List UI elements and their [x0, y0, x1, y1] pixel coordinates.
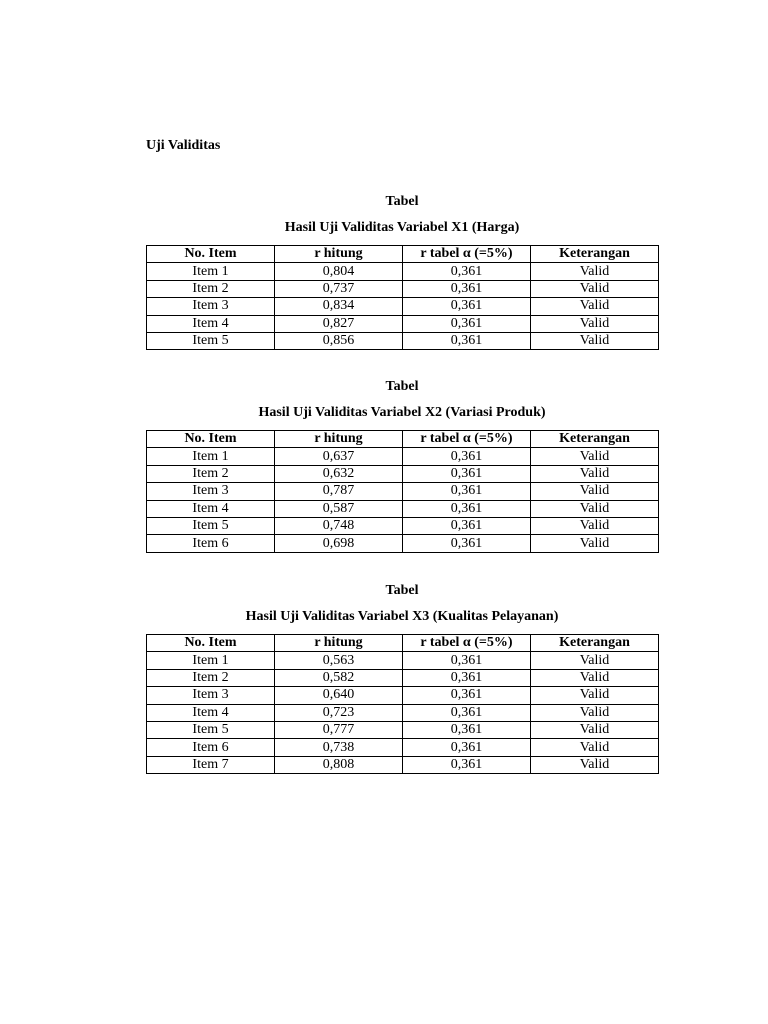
cell-item: Item 4: [147, 315, 275, 332]
cell-item: Item 4: [147, 500, 275, 517]
cell-keterangan: Valid: [531, 500, 659, 517]
cell-r-tabel: 0,361: [403, 298, 531, 315]
cell-keterangan: Valid: [531, 483, 659, 500]
cell-item: Item 1: [147, 263, 275, 280]
header-r-hitung: r hitung: [275, 246, 403, 263]
cell-keterangan: Valid: [531, 315, 659, 332]
table-header-row: [147, 246, 659, 263]
header-keterangan: Keterangan: [531, 246, 659, 263]
cell-item: Item 3: [147, 483, 275, 500]
cell-r-tabel: 0,361: [403, 315, 531, 332]
table-row: [147, 704, 659, 721]
table-block-x1: [146, 193, 658, 350]
cell-keterangan: Valid: [531, 669, 659, 686]
cell-item: Item 6: [147, 535, 275, 552]
table-label: Tabel: [385, 194, 419, 209]
table-row: [147, 721, 659, 738]
cell-r-hitung: 0,587: [275, 500, 403, 517]
table-label: Tabel: [385, 583, 419, 598]
cell-r-hitung: 0,748: [275, 517, 403, 534]
cell-r-tabel: 0,361: [403, 756, 531, 773]
cell-keterangan: Valid: [531, 704, 659, 721]
validity-table-x1: [146, 245, 659, 350]
table-row: [147, 500, 659, 517]
cell-keterangan: Valid: [531, 263, 659, 280]
cell-r-hitung: 0,698: [275, 535, 403, 552]
cell-keterangan: Valid: [531, 280, 659, 297]
table-row: [147, 669, 659, 686]
table-title: Hasil Uji Validitas Variabel X3 (Kualitas Pelayanan): [245, 609, 559, 624]
cell-item: Item 5: [147, 332, 275, 349]
cell-item: Item 2: [147, 465, 275, 482]
cell-keterangan: Valid: [531, 687, 659, 704]
cell-r-hitung: 0,582: [275, 669, 403, 686]
cell-keterangan: Valid: [531, 448, 659, 465]
cell-r-tabel: 0,361: [403, 687, 531, 704]
cell-r-tabel: 0,361: [403, 263, 531, 280]
table-block-x3: [146, 582, 658, 774]
cell-r-tabel: 0,361: [403, 500, 531, 517]
header-r-tabel: r tabel α (=5%): [403, 246, 531, 263]
cell-r-hitung: 0,640: [275, 687, 403, 704]
cell-r-hitung: 0,787: [275, 483, 403, 500]
cell-item: Item 2: [147, 280, 275, 297]
cell-r-hitung: 0,632: [275, 465, 403, 482]
cell-keterangan: Valid: [531, 332, 659, 349]
cell-item: Item 3: [147, 687, 275, 704]
table-row: [147, 517, 659, 534]
header-r-tabel: r tabel α (=5%): [403, 635, 531, 652]
cell-r-hitung: 0,808: [275, 756, 403, 773]
table-row: [147, 739, 659, 756]
cell-item: Item 2: [147, 669, 275, 686]
table-header-row: [147, 635, 659, 652]
cell-r-tabel: 0,361: [403, 535, 531, 552]
cell-r-hitung: 0,777: [275, 721, 403, 738]
cell-r-tabel: 0,361: [403, 704, 531, 721]
header-no-item: No. Item: [147, 246, 275, 263]
cell-item: Item 6: [147, 739, 275, 756]
header-no-item: No. Item: [147, 635, 275, 652]
table-label: Tabel: [385, 379, 419, 394]
cell-keterangan: Valid: [531, 652, 659, 669]
header-r-tabel: r tabel α (=5%): [403, 431, 531, 448]
table-title: Hasil Uji Validitas Variabel X2 (Variasi Produk): [258, 405, 546, 420]
cell-r-tabel: 0,361: [403, 517, 531, 534]
table-row: [147, 687, 659, 704]
cell-r-hitung: 0,804: [275, 263, 403, 280]
table-row: [147, 483, 659, 500]
cell-r-hitung: 0,834: [275, 298, 403, 315]
cell-r-tabel: 0,361: [403, 652, 531, 669]
cell-r-hitung: 0,737: [275, 280, 403, 297]
header-keterangan: Keterangan: [531, 431, 659, 448]
cell-keterangan: Valid: [531, 465, 659, 482]
cell-keterangan: Valid: [531, 721, 659, 738]
table-row: [147, 298, 659, 315]
cell-r-hitung: 0,563: [275, 652, 403, 669]
table-row: [147, 465, 659, 482]
cell-r-hitung: 0,856: [275, 332, 403, 349]
cell-r-hitung: 0,637: [275, 448, 403, 465]
cell-r-tabel: 0,361: [403, 332, 531, 349]
cell-keterangan: Valid: [531, 739, 659, 756]
cell-r-tabel: 0,361: [403, 465, 531, 482]
table-row: [147, 756, 659, 773]
cell-item: Item 7: [147, 756, 275, 773]
table-row: [147, 535, 659, 552]
table-row: [147, 448, 659, 465]
table-row: [147, 280, 659, 297]
cell-item: Item 5: [147, 721, 275, 738]
cell-keterangan: Valid: [531, 535, 659, 552]
cell-item: Item 5: [147, 517, 275, 534]
table-title: Hasil Uji Validitas Variabel X1 (Harga): [284, 220, 520, 235]
header-r-hitung: r hitung: [275, 431, 403, 448]
table-header-row: [147, 431, 659, 448]
cell-item: Item 3: [147, 298, 275, 315]
cell-item: Item 4: [147, 704, 275, 721]
table-row: [147, 315, 659, 332]
header-no-item: No. Item: [147, 431, 275, 448]
cell-r-tabel: 0,361: [403, 739, 531, 756]
cell-r-hitung: 0,738: [275, 739, 403, 756]
cell-r-tabel: 0,361: [403, 448, 531, 465]
cell-r-tabel: 0,361: [403, 721, 531, 738]
validity-table-x3: [146, 634, 659, 774]
cell-keterangan: Valid: [531, 517, 659, 534]
cell-item: Item 1: [147, 448, 275, 465]
table-row: [147, 263, 659, 280]
cell-r-tabel: 0,361: [403, 280, 531, 297]
cell-keterangan: Valid: [531, 298, 659, 315]
validity-table-x2: [146, 430, 659, 553]
cell-keterangan: Valid: [531, 756, 659, 773]
cell-r-hitung: 0,723: [275, 704, 403, 721]
header-r-hitung: r hitung: [275, 635, 403, 652]
cell-r-tabel: 0,361: [403, 669, 531, 686]
table-row: [147, 652, 659, 669]
cell-r-tabel: 0,361: [403, 483, 531, 500]
header-keterangan: Keterangan: [531, 635, 659, 652]
table-block-x2: [146, 378, 658, 553]
table-row: [147, 332, 659, 349]
page-heading: Uji Validitas: [146, 138, 221, 153]
cell-item: Item 1: [147, 652, 275, 669]
cell-r-hitung: 0,827: [275, 315, 403, 332]
